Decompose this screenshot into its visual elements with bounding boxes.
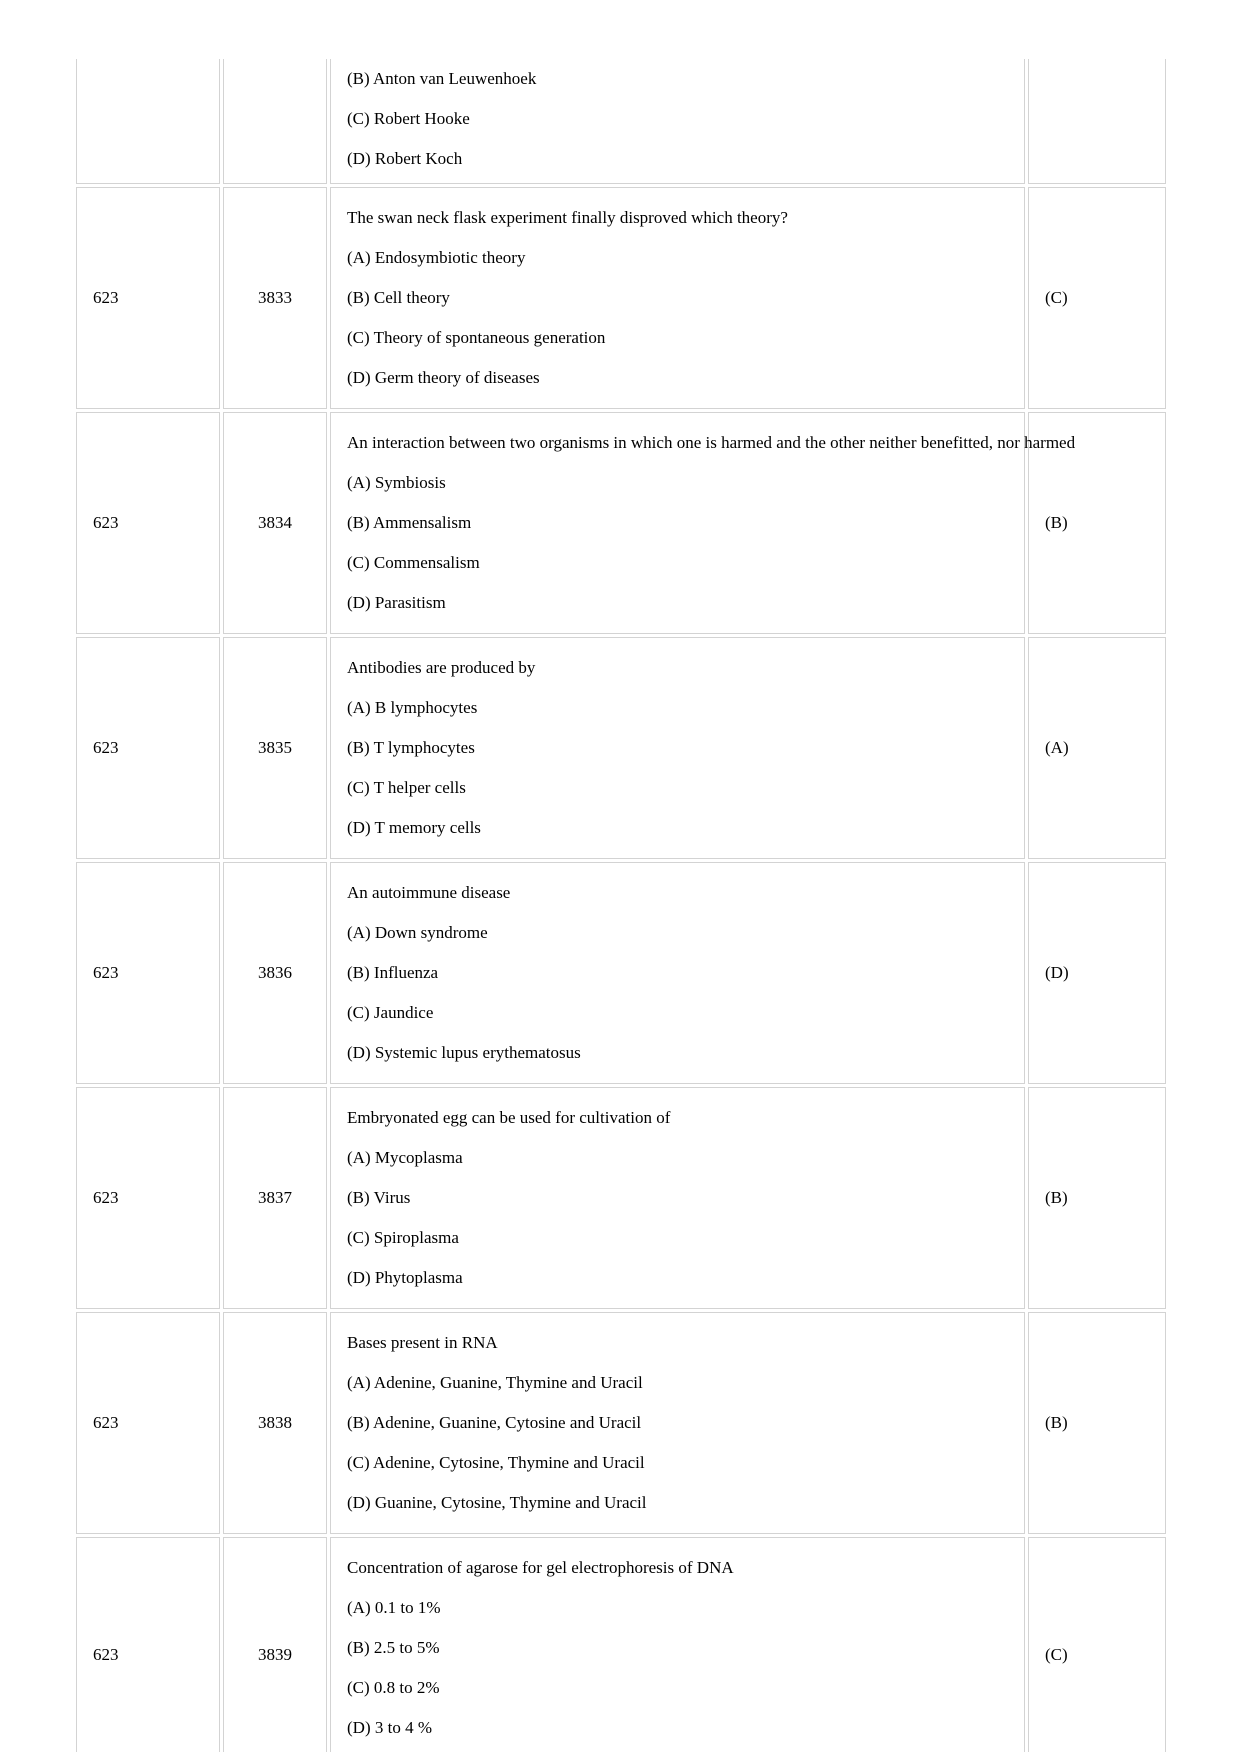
answer-value: (C) — [1045, 1645, 1068, 1664]
option-b: (B) Cell theory — [347, 288, 450, 307]
question-cell — [330, 862, 1025, 1084]
set-cell — [76, 1537, 220, 1752]
answer-cell: (B) — [1028, 1087, 1166, 1309]
set-cell: 623 — [76, 187, 220, 409]
option-b: (B) Adenine, Guanine, Cytosine and Uracil — [347, 1413, 642, 1432]
answer-cell — [1028, 1537, 1166, 1752]
option-a: (A) B lymphocytes — [347, 698, 478, 717]
set-cell: 623 — [76, 1087, 220, 1309]
option-a: (A) Adenine, Guanine, Thymine and Uracil — [347, 1373, 643, 1392]
set-value: 623 — [93, 1645, 119, 1664]
question-text: Concentration of agarose for gel electrophoresis of DNA — [347, 1558, 734, 1577]
answer-cell: (B) — [1028, 412, 1166, 634]
set-cell — [76, 59, 220, 184]
option-d: (D) T memory cells — [347, 818, 481, 837]
option-b: (B) Influenza — [347, 963, 439, 982]
table-row — [76, 1312, 1166, 1534]
option-d: (D) Phytoplasma — [347, 1268, 463, 1287]
question-cell — [330, 187, 1025, 409]
option-d: (D) Systemic lupus erythematosus — [347, 1043, 581, 1062]
number-cell: 3838 — [223, 1312, 327, 1534]
option-d: (D) 3 to 4 % — [347, 1718, 432, 1737]
set-cell: 623 — [76, 637, 220, 859]
option-d: (D) Parasitism — [347, 593, 446, 612]
question-cell — [330, 1087, 1025, 1309]
question-text: Antibodies are produced by — [347, 658, 536, 677]
answer-cell: (B) — [1028, 1312, 1166, 1534]
answer-cell: (D) — [1028, 862, 1166, 1084]
set-cell: 623 — [76, 412, 220, 634]
option-c: (C) 0.8 to 2% — [347, 1678, 440, 1697]
number-value: 3839 — [258, 1645, 292, 1664]
option-b: (B) T lymphocytes — [347, 738, 475, 757]
option-c: (C) Robert Hooke — [347, 109, 470, 128]
question-text: The swan neck flask experiment finally disproved which theory? — [347, 208, 788, 227]
question-cell — [330, 59, 1025, 184]
table-row — [76, 1087, 1166, 1309]
question-table — [73, 56, 1169, 1755]
table-row — [76, 187, 1166, 409]
answer-cell: (C) — [1028, 187, 1166, 409]
question-cell — [330, 412, 1076, 634]
set-cell: 623 — [76, 1312, 220, 1534]
option-a: (A) Mycoplasma — [347, 1148, 463, 1167]
number-cell: 3837 — [223, 1087, 327, 1309]
option-a: (A) Symbiosis — [347, 473, 446, 492]
option-c: (C) Adenine, Cytosine, Thymine and Uracil — [347, 1453, 645, 1472]
option-b: (B) Anton van Leuwenhoek — [347, 69, 537, 88]
number-cell: 3836 — [223, 862, 327, 1084]
option-c: (C) Spiroplasma — [347, 1228, 459, 1247]
option-a: (A) Down syndrome — [347, 923, 488, 942]
option-d: (D) Germ theory of diseases — [347, 368, 540, 387]
option-d: (D) Robert Koch — [347, 149, 463, 168]
number-cell — [223, 59, 327, 184]
answer-cell — [1028, 59, 1166, 184]
table-row-continued — [76, 59, 1166, 184]
table-row — [76, 1537, 1166, 1752]
answer-cell: (A) — [1028, 637, 1166, 859]
question-text: An autoimmune disease — [347, 883, 511, 902]
number-cell: 3835 — [223, 637, 327, 859]
question-text: Embryonated egg can be used for cultivation of — [347, 1108, 671, 1127]
table-row — [76, 637, 1166, 859]
number-cell: 3833 — [223, 187, 327, 409]
table-row — [76, 862, 1166, 1084]
option-c: (C) T helper cells — [347, 778, 466, 797]
option-a: (A) Endosymbiotic theory — [347, 248, 526, 267]
option-c: (C) Theory of spontaneous generation — [347, 328, 606, 347]
number-cell — [223, 1537, 327, 1752]
option-b: (B) Ammensalism — [347, 513, 472, 532]
set-cell: 623 — [76, 862, 220, 1084]
question-text: An interaction between two organisms in which one is harmed and the other neither benefitted, nor harmed — [347, 433, 1076, 452]
option-b: (B) Virus — [347, 1188, 411, 1207]
option-a: (A) 0.1 to 1% — [347, 1598, 441, 1617]
question-cell — [330, 637, 1025, 859]
number-cell: 3834 — [223, 412, 327, 634]
question-text: Bases present in RNA — [347, 1333, 498, 1352]
option-c: (C) Commensalism — [347, 553, 480, 572]
table-row — [76, 412, 1166, 634]
question-cell — [330, 1537, 1025, 1752]
question-cell — [330, 1312, 1025, 1534]
option-d: (D) Guanine, Cytosine, Thymine and Uracil — [347, 1493, 647, 1512]
option-b: (B) 2.5 to 5% — [347, 1638, 440, 1657]
option-c: (C) Jaundice — [347, 1003, 434, 1022]
